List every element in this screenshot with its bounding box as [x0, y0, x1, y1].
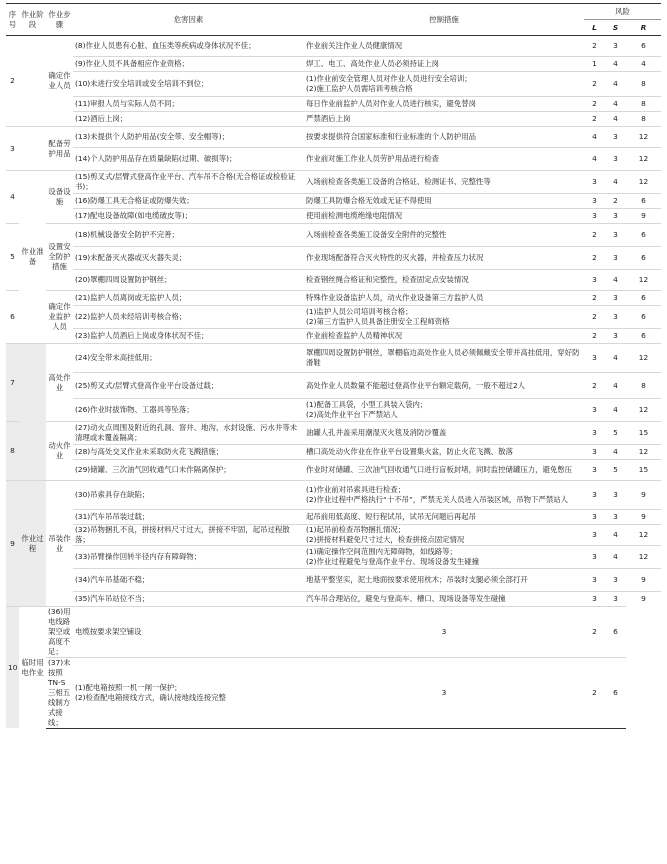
row-S: 4	[605, 399, 626, 422]
row-S: 4	[605, 445, 626, 460]
row-L: 2	[584, 247, 605, 270]
row-hazard: (25)剪叉式/层臂式登高作业平台设备过载；	[73, 373, 304, 399]
row-S: 4	[605, 525, 626, 546]
table-row	[6, 510, 661, 525]
row-L: 4	[584, 127, 605, 148]
row-measure: 严禁酒后上岗	[304, 112, 584, 127]
row-hazard: (18)机械设备安全防护不完善；	[73, 224, 304, 247]
row-R: 6	[626, 194, 661, 209]
row-S: 4	[605, 171, 626, 194]
row-R: 6	[605, 657, 626, 728]
row-R: 12	[626, 171, 661, 194]
row-S: 3	[605, 592, 626, 607]
table-row	[6, 481, 661, 510]
row-S: 3	[605, 481, 626, 510]
row-step: 设置安全防护措施	[46, 224, 73, 291]
table-row	[6, 72, 661, 97]
row-L: 3	[584, 270, 605, 291]
row-R: 15	[626, 422, 661, 445]
header-seq: 序号	[6, 4, 19, 36]
row-measure: 电缆按要求架空铺设	[73, 607, 304, 658]
row-R: 12	[626, 148, 661, 171]
row-hazard: (21)监护人员离岗或无监护人员；	[73, 291, 304, 306]
row-S: 3	[605, 306, 626, 329]
row-R: 8	[626, 112, 661, 127]
table-row	[6, 36, 661, 57]
row-S: 3	[605, 148, 626, 171]
row-hazard: (34)汽车吊基础不稳；	[73, 569, 304, 592]
row-measure: 检查钢丝绳合格证和完整性，检查固定点安装情况	[304, 270, 584, 291]
row-hazard: (26)作业时拔饰物、工器具等坠落；	[73, 399, 304, 422]
row-hazard: (14)个人防护用品存在质量缺陷(过期、破损等)；	[73, 148, 304, 171]
row-measure: 防爆工具防爆合格无效或无证不得使用	[304, 194, 584, 209]
row-step: 临时用电作业	[19, 607, 46, 729]
row-S: 3	[605, 36, 626, 57]
row-L: 3	[584, 422, 605, 445]
row-measure: (1)作业前对吊索具进行检查； (2)作业过程中严格执行“十不吊”，严禁无关人员进入吊装区域，吊物下严禁站人	[304, 481, 584, 510]
row-step: 设备设施	[46, 171, 73, 224]
row-measure: (1)配备工具袋，小型工具装入袋内； (2)高处作业平台下严禁站人	[304, 399, 584, 422]
row-hazard: (12)酒后上岗；	[73, 112, 304, 127]
row-hazard: (24)安全带未高挂低用；	[73, 344, 304, 373]
row-hazard: (28)与高处交叉作业未采取防火花飞溅措施；	[73, 445, 304, 460]
row-hazard: (33)吊臂操作回转半径内存有障碍物；	[73, 546, 304, 569]
row-seq: 10	[6, 607, 19, 729]
row-L: 3	[584, 481, 605, 510]
row-hazard: (37)未按照TN-S三相五线制方式接线；	[46, 657, 73, 728]
table-row	[6, 445, 661, 460]
table-row	[6, 607, 661, 658]
row-R: 12	[626, 399, 661, 422]
row-hazard: (30)吊索具存在缺陷；	[73, 481, 304, 510]
row-R: 12	[626, 127, 661, 148]
row-R: 12	[626, 445, 661, 460]
row-R: 9	[626, 592, 661, 607]
table-row	[6, 569, 661, 592]
row-L: 2	[584, 72, 605, 97]
row-L: 3	[584, 569, 605, 592]
row-seq: 8	[6, 422, 19, 481]
row-step: 确定作业监护人员	[46, 291, 73, 344]
row-hazard: (27)动火点周围及附近的孔洞、窨井、地沟、水封设施、污水井等未清理或未覆盖隔离；	[73, 422, 304, 445]
row-hazard: (11)审报人员与实际人员不同；	[73, 97, 304, 112]
row-R: 12	[626, 344, 661, 373]
row-measure: 特殊作业设备监护人员，动火作业设备第三方监护人员	[304, 291, 584, 306]
row-measure: 入场前检查各类施工设备安全附件的完整性	[304, 224, 584, 247]
row-measure: (1)起吊前检查吊物捆扎情况； (2)拼接材料避免尺寸过大，检查拼接点固定情况	[304, 525, 584, 546]
row-S: 3	[605, 209, 626, 224]
row-measure: 使用前检测电缆绝缘电阻情况	[304, 209, 584, 224]
row-R: 8	[626, 72, 661, 97]
row-R: 9	[626, 510, 661, 525]
header-measure: 控制措施	[304, 4, 584, 36]
row-S: 4	[605, 546, 626, 569]
header-risk: 风险	[584, 4, 661, 20]
row-R: 8	[626, 373, 661, 399]
row-L: 3	[584, 460, 605, 481]
row-hazard: (20)罩棚四周设置防护钢丝；	[73, 270, 304, 291]
header-L: L	[584, 20, 605, 36]
row-hazard: (22)监护人员未经培训考核合格；	[73, 306, 304, 329]
table-row	[6, 291, 661, 306]
row-measure: 汽车吊合理站位，避免与登高车、槽口、现场设备等发生碰撞	[304, 592, 584, 607]
table-row	[6, 525, 661, 546]
table-row	[6, 546, 661, 569]
row-measure: (1)配电箱按照一机一闸一保护； (2)检查配电箱接线方式，确认接地线连接完整	[73, 657, 304, 728]
table-row	[6, 127, 661, 148]
row-L: 2	[584, 373, 605, 399]
row-hazard: (9)作业人员不具备相应作业资格；	[73, 57, 304, 72]
row-hazard: (36)用电线路架空或高度不足；	[46, 607, 73, 658]
row-hazard: (8)作业人员患有心脏、血压类等疾病或身体状况不佳；	[73, 36, 304, 57]
row-stage: 作业过程	[19, 481, 46, 607]
row-L: 3	[304, 607, 584, 658]
row-S: 3	[605, 569, 626, 592]
row-measure: (1)监护人员公司培训考核合格； (2)第三方监护人员具备注册安全工程师资格	[304, 306, 584, 329]
row-R: 6	[626, 329, 661, 344]
row-seq: 7	[6, 344, 19, 422]
row-measure: 地基平整坚实，泥土地面按要求使用枕木；吊装时支腿必须全部打开	[304, 569, 584, 592]
row-measure: 高处作业人员数量不能超过登高作业平台额定载荷，一般不超过2人	[304, 373, 584, 399]
row-measure: 焊工、电工、高处作业人员必须持证上岗	[304, 57, 584, 72]
row-step: 高处作业	[46, 344, 73, 422]
row-measure: 作业现场配备符合灭火特性的灭火器，并检查压力状况	[304, 247, 584, 270]
risk-table	[6, 3, 661, 729]
row-measure: 罩棚四周设置防护钢丝，罩棚临边高处作业人员必须佩戴安全带并高挂低用，穿好防滑鞋	[304, 344, 584, 373]
row-L: 3	[584, 344, 605, 373]
row-hazard: (31)汽车吊吊装过载；	[73, 510, 304, 525]
row-hazard: (29)储罐、三次油气回收通气口未作隔离保护；	[73, 460, 304, 481]
row-R: 4	[626, 57, 661, 72]
row-step: 配备劳护用品	[46, 127, 73, 171]
table-row	[6, 270, 661, 291]
row-S: 2	[584, 657, 605, 728]
row-seq: 9	[6, 481, 19, 607]
table-row	[6, 329, 661, 344]
row-S: 4	[605, 72, 626, 97]
row-S: 3	[605, 127, 626, 148]
row-L: 3	[584, 592, 605, 607]
row-stage-blank	[19, 127, 46, 171]
row-step: 动火作业	[46, 422, 73, 481]
table-row	[6, 460, 661, 481]
table-row	[6, 657, 661, 728]
row-R: 9	[626, 481, 661, 510]
row-L: 1	[584, 57, 605, 72]
row-L: 3	[584, 171, 605, 194]
row-R: 6	[626, 291, 661, 306]
row-S: 3	[605, 247, 626, 270]
row-step: 确定作业人员	[46, 36, 73, 127]
row-R: 6	[626, 224, 661, 247]
row-measure: 起吊前用低高度、短行程试吊，试吊无问题后再起吊	[304, 510, 584, 525]
table-row	[6, 224, 661, 247]
row-hazard: (35)汽车吊站位不当；	[73, 592, 304, 607]
row-S: 3	[605, 329, 626, 344]
row-measure: 作业前关注作业人员健康情况	[304, 36, 584, 57]
table-row	[6, 97, 661, 112]
table-row	[6, 373, 661, 399]
row-L: 3	[584, 209, 605, 224]
row-L: 3	[304, 657, 584, 728]
row-seq: 2	[6, 36, 19, 127]
row-S: 4	[605, 270, 626, 291]
table-row	[6, 344, 661, 373]
table-row	[6, 306, 661, 329]
row-measure: 作业时对储罐、三次油气回收通气口进行盲板封堵，同时监控储罐压力，避免憋压	[304, 460, 584, 481]
row-L: 4	[584, 148, 605, 171]
header-step: 作业步骤	[46, 4, 73, 36]
row-measure: (1)确定操作空间范围内无障碍物，如线路等； (2)作业过程避免与登高作业平台、现场设备发生碰撞	[304, 546, 584, 569]
row-L: 3	[584, 510, 605, 525]
row-hazard: (17)配电设备故障(如电缆破皮等)；	[73, 209, 304, 224]
row-S: 3	[605, 510, 626, 525]
table-row	[6, 57, 661, 72]
row-R: 9	[626, 209, 661, 224]
row-hazard: (13)未提供个人防护用品(安全带、安全帽等)；	[73, 127, 304, 148]
row-measure: 按要求提供符合国家标准和行业标准的个人防护用品	[304, 127, 584, 148]
row-hazard: (16)防爆工具无合格证或防爆失效；	[73, 194, 304, 209]
row-hazard: (10)未进行安全培训或安全培训不到位；	[73, 72, 304, 97]
row-hazard: (32)吊物捆扎不良，拼接材料尺寸过大，拼接不牢固，起吊过程散落；	[73, 525, 304, 546]
row-L: 3	[584, 445, 605, 460]
row-L: 3	[584, 546, 605, 569]
row-R: 15	[626, 460, 661, 481]
table-row	[6, 592, 661, 607]
row-L: 2	[584, 97, 605, 112]
row-L: 2	[584, 112, 605, 127]
row-step: 吊装作业	[46, 481, 73, 607]
table-row	[6, 112, 661, 127]
row-seq: 6	[6, 291, 19, 344]
row-S: 4	[605, 97, 626, 112]
row-measure: 每日作业前监护人员对作业人员进行核实，避免替岗	[304, 97, 584, 112]
row-R: 9	[626, 569, 661, 592]
row-L: 3	[584, 399, 605, 422]
row-stage: 作业准备	[19, 171, 46, 344]
header-R: R	[626, 20, 661, 36]
row-R: 6	[605, 607, 626, 658]
row-measure: 作业前对施工作业人员劳护用品进行检查	[304, 148, 584, 171]
row-hazard: (19)未配备灭火器或灭火器失灵；	[73, 247, 304, 270]
table-row	[6, 194, 661, 209]
row-R: 12	[626, 546, 661, 569]
row-L: 2	[584, 36, 605, 57]
row-hazard: (23)监护人员酒后上岗或身体状况不佳；	[73, 329, 304, 344]
row-R: 8	[626, 97, 661, 112]
row-R: 6	[626, 247, 661, 270]
row-S: 4	[605, 373, 626, 399]
row-L: 2	[584, 306, 605, 329]
row-L: 3	[584, 525, 605, 546]
header-stage: 作业阶段	[19, 4, 46, 36]
row-seq: 4	[6, 171, 19, 224]
row-measure: 槽口高处动火作业在作业平台设置集火盆，防止火花飞溅、散落	[304, 445, 584, 460]
row-L: 3	[584, 194, 605, 209]
row-S: 5	[605, 460, 626, 481]
table-row	[6, 422, 661, 445]
row-measure: 作业前检查监护人员精神状况	[304, 329, 584, 344]
table-row	[6, 171, 661, 194]
row-measure: (1)作业前安全管理人员对作业人员进行安全培训； (2)施工监护人员需培训考核合格	[304, 72, 584, 97]
header-hazard: 危害因素	[73, 4, 304, 36]
row-measure: 入场前检查各类施工设备的合格证、检测证书、完整性等	[304, 171, 584, 194]
row-S: 3	[605, 224, 626, 247]
table-row	[6, 209, 661, 224]
row-measure: 油罐人孔井盖采用潮湿灭火毯及消防沙覆盖	[304, 422, 584, 445]
table-row	[6, 148, 661, 171]
row-stage-blank	[19, 36, 46, 127]
row-R: 6	[626, 306, 661, 329]
header-row-1	[6, 4, 661, 20]
row-R: 12	[626, 525, 661, 546]
row-S: 3	[605, 291, 626, 306]
row-hazard: (15)剪叉式/层臂式登高作业平台、汽车吊不合格(无合格证或检验证书)；	[73, 171, 304, 194]
row-S: 5	[605, 422, 626, 445]
row-S: 4	[605, 344, 626, 373]
table-row	[6, 399, 661, 422]
row-S: 2	[584, 607, 605, 658]
row-seq: 3	[6, 127, 19, 171]
row-stage-blank	[19, 344, 46, 481]
row-L: 2	[584, 224, 605, 247]
row-seq: 5	[6, 224, 19, 291]
row-R: 12	[626, 270, 661, 291]
row-S: 2	[605, 194, 626, 209]
row-S: 4	[605, 112, 626, 127]
row-S: 4	[605, 57, 626, 72]
row-R: 6	[626, 36, 661, 57]
header-S: S	[605, 20, 626, 36]
table-row	[6, 247, 661, 270]
row-L: 2	[584, 291, 605, 306]
row-L: 2	[584, 329, 605, 344]
